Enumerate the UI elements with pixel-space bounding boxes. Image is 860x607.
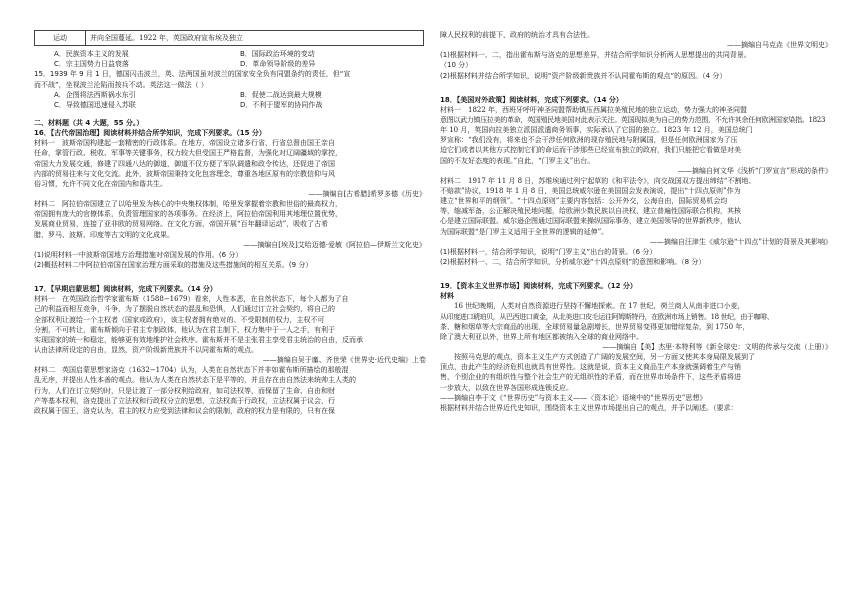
q14-option-c[interactable]: C．宗主国势力日益衰落 — [54, 60, 129, 69]
q15-option-a[interactable]: A．企图将法西斯祸水东引 — [54, 90, 136, 99]
q16-source-1: ——摘编自[古希腊]希罗多德《历史》 — [308, 189, 426, 198]
text-line: 除了澳大利亚以外，世界上所有地区都被纳入全球的商业网络中。 — [440, 332, 643, 341]
right-column — [440, 30, 832, 413]
text-line: 为国际联盟“是门罗主义适用于全世界的逻辑的延伸”。 — [440, 227, 609, 236]
q14-option-a[interactable]: A．民族资本主义的发展 — [54, 50, 129, 59]
text-line: 乱无序，并提出人性本善的观点。他认为人类在自然状态下是平等的，并且存在由自然法来统帅主人类的 — [34, 376, 356, 385]
q17-material-2 — [34, 365, 426, 416]
q15-option-b[interactable]: B．促使二战达到最大规模 — [240, 90, 322, 99]
q16-material-2 — [34, 199, 426, 240]
text-line: 顶点，由此产生的经济危机也就具有世界性。这就是说，资本主义商品生产本身就强调着生产与销 — [440, 363, 741, 372]
text-line: 产等基本权利，洛克提出了立法权和行政权分立的思想，立法权高于行政权，立法权属于议会，行 — [34, 396, 335, 405]
question-table — [34, 30, 424, 46]
text-line: 己的利益而相互竞争，斗争，为了摆脱自然状态的混乱和恐惧，人们通过订立社会契约，将自己的 — [34, 305, 335, 314]
text-line: 售，个别企业的有组织性与整个社会生产的无组织性的矛盾，而在世界市场条件下，这些矛盾将进 — [440, 373, 741, 382]
text-line: 腊、罗马、波斯、印度等古文明的文化成果。 — [34, 230, 174, 239]
q19-paragraph-2 — [440, 352, 832, 393]
text-line: 罗宣称：“我们没有，将来也不会干涉任何欧洲的现存殖民地与附属国，但是任何欧洲国家为了压 — [440, 136, 738, 145]
text-line: 从印度进口琥珀贝，从巴西进口黄金，从北美进口皮毛运往阿姆斯特丹，在欧洲市场上销售。18 世纪，由于咖啡、 — [440, 312, 774, 321]
q19-source-1: ——摘编自【美】杰里·本特利等《新全球史：文明的传承与交流（上册）》 — [602, 342, 832, 351]
text-line: 分割，不可转让，霍布斯倾向于君主专制政体，他认为在君主制下，权力集中于一人之手，有利于 — [34, 325, 335, 334]
text-line: 认由法律所设定的自由，显然，资产阶级新贵族并不以同霍布斯的观点。 — [34, 345, 258, 354]
q19-source-2: ——摘编自李于文《“世界历史”与资本主义——〈资本论〉语境中的“世界历史”思想》 — [440, 393, 707, 402]
q19-heading: 19．【资本主义世界市场】阅读材料，完成下列要求。（12 分） — [440, 282, 637, 291]
text-line: 不赔款”协议，1918 年 1 月 8 日，美国总统威尔逊在美国国会发表演说，提出“十四点原则”作为 — [440, 186, 741, 195]
text-line: 国的不友好态度的表现。”自此，“门罗主义”出台。 — [440, 156, 595, 165]
q17-heading: 17．【早期启蒙思想】阅读材料，完成下列要求。（14 分） — [34, 285, 217, 294]
text-line: 建立“世界和平的纲领”。“十四点原则”主要内容包括：公开外交，公海自由，国际贸易机会均 — [440, 197, 728, 206]
text-line: 行为，人们在订立契约时，只是让渡了一部分权利给政府，如司法权等，而保留了生命、自由和财 — [34, 386, 335, 395]
q15-option-c[interactable]: C．导致德国迅速侵入苏联 — [54, 100, 136, 109]
table-cell-label: 运动 — [35, 31, 86, 46]
q15-options — [34, 90, 426, 110]
q17-material-2-end: 障人民权利的前提下，政府的统治才具有合法性。 — [440, 31, 594, 39]
q15-stem-line1: 15．1939 年 9 月 1 日，德国闪击波兰，英、法两国虽对波兰的国家安全负有同盟条约的责任，但“宣 — [34, 70, 351, 79]
q19-material-label: 材料 — [440, 292, 454, 301]
q19-task: 根据材料并结合世界近代史知识，围绕资本主义世界市场提出自己的观点，并予以阐述。（要求： — [440, 403, 738, 412]
q17-source-2: ——摘编自马克垚《世界文明史》 — [727, 41, 832, 50]
text-line: 俗习惯，允许不同文化在帝国内和谐共生。 — [34, 179, 167, 188]
q16-heading: 16．【古代帝国治理】阅读材料并结合所学知识，完成下列要求。（15 分） — [34, 129, 266, 138]
q15-stem-line2: 而不战”，坐视波兰沦陷而按兵不动。英法这一做法（ ） — [34, 80, 208, 89]
text-line: 实现国家的统一和稳定，能够更有效地维护社会秩序。霍布斯并不是主张君主享受君主统治的自由，反而承 — [34, 335, 363, 344]
text-line: 材料二 英国启蒙思想家洛克（1632−1704）认为，人类在自然状态下并非如霍布斯所描绘的那般混 — [34, 366, 349, 375]
text-line: 等，缩减军备，公正解决殖民地问题，给欧洲少数民族以自决权，建立普遍性国际联合机构，其核 — [440, 207, 741, 216]
q18-material-2 — [440, 176, 832, 237]
text-line: 16 世纪晚期，人类对自然资源进行坚持不懈地探索。在 17 世纪，荷兰商人从南非进口小麦， — [454, 302, 745, 311]
text-line: 心是建立国际联盟。威尔逊企图通过国际联盟来操纵国际事务，建立美国领导的世界新秩序，他认 — [440, 217, 741, 226]
q18-ask-1: (1)根据材料一，结合所学知识，说明“门罗主义”出台的背景。（6 分） — [440, 247, 657, 256]
text-line: 发展商业贸易，连接了亚非欧的贸易网络。在文化方面，帝国开展“百年翻译运动”，吸收了古希 — [34, 220, 329, 229]
q18-source-2: ——摘编自汪津生《威尔逊“十四点”计划的背景及其影响》 — [649, 237, 832, 246]
q17-ask-1-score: （10 分） — [440, 61, 473, 70]
text-line: 内部的贸易往来与文化交流。此外，波斯帝国秉持文化包容理念，尊重各地区原有的宗教信仰与风 — [34, 169, 335, 178]
text-line: 材料二 1917 年 11 月 8 日，苏维埃通过列宁起草的《和平法令》，向交战国双方提出缔结“不割地、 — [440, 176, 756, 185]
q16-ask-1: (1)说明材料一中波斯帝国地方治理措施对帝国发展的作用。(6 分） — [34, 250, 243, 259]
text-line: 任命，掌管行政、税收、军事等关键事务，权力较大但受国王严格监督，为强化对辽阔疆域的掌控， — [34, 149, 342, 158]
text-line: 按照马克思的观点，资本主义生产方式创造了广阔的发展空间，另一方面又使其本身局限发展到了 — [454, 353, 755, 362]
section-heading: 二、材料题（共 4 大题，55 分。） — [34, 118, 144, 127]
q17-ask-2: (2)根据材料并结合所学知识，说明“资产阶级新贵族并不认同霍布斯的观点”的原因。（4 分） — [440, 71, 727, 80]
q16-source-2: ——摘编自[埃及]艾哈迈德·爱敏《阿拉伯—伊斯兰文化史》 — [243, 240, 426, 249]
q18-material-1 — [440, 105, 832, 166]
q18-source-1: ——摘编自何文华《浅析“门罗宣言”形成的条件》 — [677, 166, 832, 175]
text-line: 材料二 阿拉伯帝国建立了以哈里发为核心的中央集权体制，哈里发掌握着宗教和世俗的最高权力， — [34, 200, 342, 209]
q17-material-1 — [34, 294, 426, 355]
text-line: 年 10 月，英国向拉美独立派国派遣商务领事，实际承认了它国的独立。1823 年 12 月，美国总统门 — [440, 126, 753, 135]
q19-paragraph-1 — [440, 301, 832, 342]
q18-ask-2: (2)根据材料一、二，结合所学知识，分析威尔逊“十四点原则”的意图和影响。（8 分） — [440, 257, 706, 266]
q14-options — [34, 49, 426, 69]
q17-ask-1: (1)根据材料一、二，指出霍布斯与洛克的思想差异，并结合所学知识分析两人思想提出的共同背景。 — [440, 51, 751, 60]
table-cell-text: 并向全国蔓延。1922 年，英国政府宣布埃及独立 — [86, 31, 424, 46]
text-line: 迫它们或者以其他方式控制它们的命运而干涉那些已经宣布独立的政府，我们只能把它看做是对美 — [440, 146, 741, 155]
q16-material-1 — [34, 138, 426, 189]
q16-ask-2: (2)概括材料二中阿拉伯帝国在国家治理方面采取的措施及这些措施间的相互关系。(9 分） — [34, 260, 313, 269]
text-line: 帝国拥有庞大的官僚体系，负责管理国家的各项事务。在经济上，阿拉伯帝国利用其地理位置优势， — [34, 210, 342, 219]
text-line: 材料一 1822 年，西班牙呼吁神圣同盟帮助镇压西属拉美殖民地的独立运动，势力强大的神圣同盟 — [440, 105, 748, 114]
text-line: 材料一 在英国政治哲学家霍布斯（1588−1679）看来，人性本恶，在自然状态下，每个人都为了自 — [34, 295, 349, 304]
text-line: 一步放大，以致在世界各国形成连锁反应。 — [440, 383, 573, 392]
text-line: 意图以武力镇压拉美的革命，英国殖民地美国对此表示关注。英国现拟美为自己的势力范围，不允许其余任何欧洲国家染指。1823 — [440, 115, 826, 124]
text-line: 政权属于国王，洛克认为，君主的权力应受到法律和议会的限制，政府的权力是有限的，只有在保 — [34, 406, 335, 415]
text-line: 材料一 波斯帝国构建起一套精密的行政体系。在地方，帝国设立诸多行省，行省总督由国王亲自 — [34, 139, 335, 148]
q14-option-b[interactable]: B．国际政治环境的变动 — [240, 50, 315, 59]
left-column — [34, 30, 426, 416]
q14-option-d[interactable]: D．革命领导阶级的差异 — [240, 60, 316, 69]
text-line: 全部权利让渡给一个主权者（国家或政府），该主权者拥有绝对的、不受限制的权力，主权不可 — [34, 315, 325, 324]
text-line: 帝国大力发展交通，修建了四通八达的御道，御道不仅方便了军队调遣和政令传达，还促进了帝国 — [34, 159, 335, 168]
q17-source-1: ——摘编自吴于廑、齐世荣《世界史·近代史编》上卷 — [262, 356, 426, 365]
q18-heading: 18．【美国对外政策】阅读材料，完成下列要求。（14 分） — [440, 95, 623, 104]
q15-option-d[interactable]: D．不利于盟军的协同作战 — [240, 100, 323, 109]
text-line: 茶、糖和烟草等大宗商品的出现，全球贸易量急剧增长，世界贸易变得更加错综复杂，到 1750 年， — [440, 322, 750, 331]
